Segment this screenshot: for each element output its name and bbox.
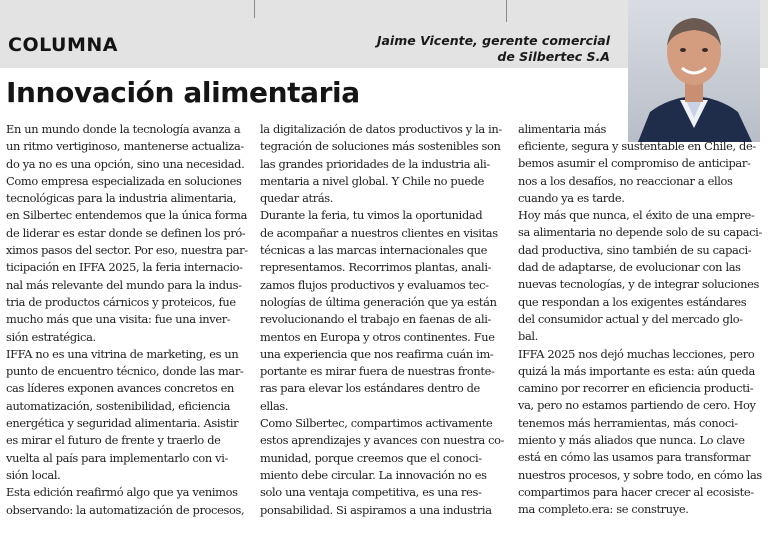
author-line: de Silbertec S.A: [497, 49, 610, 64]
text-line: Hoy más que nunca, el éxito de una empre-: [518, 208, 755, 223]
text-line: un ritmo vertiginoso, mantenerse actualiza-: [6, 139, 244, 154]
text-line: quedar atrás.: [260, 191, 334, 206]
text-line: zamos flujos productivos y evaluamos tec-: [260, 277, 489, 292]
text-line: sión local.: [6, 467, 61, 482]
text-line: dad de adaptarse, de evolucionar con las: [518, 260, 741, 275]
text-line: dad productiva, sino también de su capaci-: [518, 242, 752, 257]
text-line: tecnológicas para la industria alimentaria,: [6, 191, 237, 206]
headline: Innovación alimentaria: [6, 76, 360, 109]
text-line: tenemos más herramientas, más conoci-: [518, 415, 738, 430]
author-byline: [377, 33, 610, 65]
text-line: observando: la automatización de procesos,: [6, 502, 245, 517]
text-line: punto de encuentro técnico, donde las mar-: [6, 364, 244, 379]
text-line: va, pero no estamos partiendo de cero. Hoy: [518, 398, 756, 413]
text-line: nuestros procesos, y sobre todo, en cómo las: [518, 467, 762, 482]
text-line: eficiente, segura y sustentable en Chile, de-: [518, 139, 756, 153]
text-line: es mirar el futuro de frente y traerlo de: [6, 433, 221, 448]
article-column-3: [518, 138, 764, 519]
text-line: Como empresa especializada en soluciones: [6, 173, 242, 188]
text-line: ellas.: [260, 398, 289, 413]
text-line: de liderar es estar donde se definen los pró-: [6, 225, 246, 240]
text-line: portante es mirar fuera de nuestras fronte-: [260, 364, 495, 379]
text-line: nologías de última generación que ya están: [260, 294, 497, 309]
author-portrait-icon: [628, 0, 760, 142]
text-line: solo una ventaja competitiva, es una res-: [260, 485, 482, 500]
text-line: Como Silbertec, compartimos activamente: [260, 416, 493, 431]
text-line: mentaria a nivel global. Y Chile no puede: [260, 173, 485, 188]
text-line: quizá la más importante es esta: aún queda: [518, 363, 755, 378]
text-line: compartimos para hacer crecer al ecosiste-: [518, 484, 754, 499]
text-line: una experiencia que nos reafirma cuán im-: [260, 346, 494, 361]
text-line: IFFA no es una vitrina de marketing, es un: [6, 346, 239, 361]
text-line: do ya no es una opción, sino una necesidad.: [6, 156, 245, 171]
text-line: del consumidor actual y del mercado glo-: [518, 311, 743, 326]
text-line: alimentaria más: [518, 122, 607, 136]
text-line: de acompañar a nuestros clientes en visitas: [260, 225, 498, 240]
column-rule: [506, 0, 507, 22]
text-line: miento y más aliados que nunca. Lo clave: [518, 433, 745, 448]
column-rule: [254, 0, 255, 18]
text-line: ximos pasos del sector. Por eso, nuestra par-: [6, 243, 248, 258]
text-line: tegración de soluciones más sostenibles son: [260, 139, 501, 154]
text-line: nuevas tecnologías, y de integrar soluciones: [518, 277, 759, 292]
article-column-1: [6, 121, 250, 519]
text-line: nos a los desafíos, no reaccionar a ellos: [518, 173, 733, 188]
text-line: las grandes prioridades de la industria ali-: [260, 156, 490, 171]
text-line: ma completo.era: se construye.: [518, 502, 689, 517]
text-line: estos aprendizajes y avances con nuestra co-: [260, 433, 505, 448]
text-line: cuando ya es tarde.: [518, 190, 625, 205]
text-line: representamos. Recorrimos plantas, anali-: [260, 260, 492, 275]
text-line: Durante la feria, tu vimos la oportunidad: [260, 208, 483, 223]
text-line: mucho más que una visita: fue una inver-: [6, 312, 231, 327]
text-line: que respondan a los exigentes estándares: [518, 294, 747, 309]
text-line: automatización, sostenibilidad, eficiencia: [6, 398, 231, 413]
text-line: mentos en Europa y otros continentes. Fue: [260, 329, 495, 344]
text-line: nal más relevante del mundo para la indus-: [6, 277, 242, 292]
author-photo: [628, 0, 760, 142]
article-column-3-top: [518, 121, 626, 138]
text-line: IFFA 2025 nos dejó muchas lecciones, pero: [518, 346, 755, 361]
text-line: bemos asumir el compromiso de anticipar-: [518, 156, 751, 171]
text-line: energética y seguridad alimentaria. Asistir: [6, 416, 239, 431]
text-line: vuelta al país para implementarlo con vi-: [6, 450, 229, 465]
author-line: Jaime Vicente, gerente comercial: [376, 33, 610, 48]
text-line: miento debe circular. La innovación no es: [260, 467, 487, 482]
text-line: en Silbertec entendemos que la única forma: [6, 208, 248, 223]
text-line: sión estratégica.: [6, 329, 96, 344]
text-line: ras para elevar los estándares dentro de: [260, 381, 480, 396]
text-line: cas líderes exponen avances concretos en: [6, 381, 235, 396]
text-line: munidad, porque creemos que el conoci-: [260, 450, 482, 465]
text-line: está en cómo las usamos para transformar: [518, 450, 751, 465]
text-line: tria de productos cárnicos y proteicos, fue: [6, 294, 236, 309]
text-line: revolucionando el trabajo en faenas de ali-: [260, 312, 492, 327]
text-line: camino por recorrer en eficiencia producti-: [518, 381, 754, 396]
text-line: sa alimentaria no depende solo de su capaci-: [518, 225, 762, 240]
text-line: Esta edición reafirmó algo que ya venimos: [6, 485, 238, 500]
text-line: ponsabilidad. Si aspiramos a una industria: [260, 502, 492, 517]
text-line: bal.: [518, 329, 538, 344]
text-line: técnicas a las marcas internacionales que: [260, 243, 488, 258]
text-line: En un mundo donde la tecnología avanza a: [6, 122, 241, 136]
text-line: ticipación en IFFA 2025, la feria internacio-: [6, 260, 243, 275]
text-line: la digitalización de datos productivos y la in-: [260, 122, 502, 136]
section-label: COLUMNA: [8, 34, 118, 56]
article-column-2: [260, 121, 508, 519]
